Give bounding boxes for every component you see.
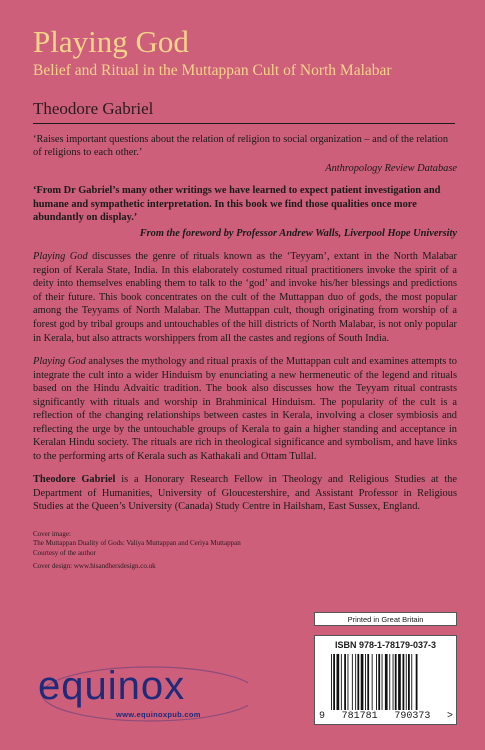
paragraph-lead: Playing God [33, 356, 86, 368]
cover-image-label: Cover image: [33, 529, 71, 538]
bio-text: is a Honorary Research Fellow in Theology and Religious Studies at the Department of Humanities, University of Gloucestershire, and Assistant Professor in Religious Studies at the Queen’s University (Canada) Study Centre in Hailsham, East Sussex, England. [33, 474, 457, 513]
paragraph-lead: Playing God [33, 251, 88, 263]
book-subtitle: Belief and Ritual in the Muttappan Cult of North Malabar [33, 62, 392, 79]
author-bio [33, 473, 457, 514]
cover-image-caption: The Muttappan Duality of Gods: Valiya Muttappan and Ceriya Muttappan [33, 539, 241, 548]
foreword-quote [33, 184, 457, 240]
description-paragraph [33, 355, 457, 463]
publisher-logo [38, 666, 248, 726]
quote-text: ‘From Dr Gabriel’s many other writings we have learned to expect patient investigation and humane and sympathetic interpretation. In this book we find those qualities once more abundantly on display.’ [33, 185, 441, 224]
courtesy-line: Courtesy of the author [33, 548, 96, 557]
author-name: Theodore Gabriel [33, 98, 154, 118]
review-quote [33, 133, 457, 176]
isbn-barcode [314, 635, 457, 725]
paragraph-text: analyses the mythology and ritual praxis of the Muttappan cult and examines attempts to integrate the cult into a wider Hinduism by enunciating a new hermeneutic of the legend and rituals based on the Hindu Advaitic tradition. The book also discusses how the Teyyam ritual contrasts significantly with rituals and worship in Brahminical Hinduism. The popularity of the cult is a reflection of the changing relationships between castes in Kerala, involving a closer symbiosis and reflecting the urge by the untouchable groups of Kerala to gain a higher standing and acceptance in Keralan Hindu society. The rituals are rich in theological significance and symbolism, and have links to the performing arts of Kerala such as Kathakali and Ottam Tullal. [33, 356, 458, 462]
publisher-url: www.equinoxpub.com [116, 710, 201, 719]
cover-design-credit: Cover design: www.hisandhersdesign.co.uk [33, 562, 156, 571]
book-title: Playing God [33, 24, 189, 59]
isbn-number: ISBN 978-1-78179-037-3 [334, 640, 437, 650]
quote-text: ‘Raises important questions about the relation of religion to social organization – and of the relation of religions to each other.’ [33, 133, 449, 159]
back-cover-text [33, 26, 457, 571]
barcode-digit-group: > [446, 711, 453, 722]
barcode-digit-group: 781781 [341, 711, 378, 722]
printed-label: Printed in Great Britain [314, 612, 457, 626]
barcode-digits [319, 711, 453, 722]
barcode-digit-group: 790373 [394, 711, 431, 722]
divider [33, 123, 455, 124]
cover-credits [33, 530, 457, 572]
description-paragraph [33, 250, 457, 345]
publisher-name: equinox [38, 664, 186, 708]
barcode-digit-group: 9 [319, 711, 326, 722]
bio-name: Theodore Gabriel [33, 474, 116, 486]
paragraph-text: discusses the genre of rituals known as the ‘Teyyam’, extant in the North Malabar region of Kerala State, India. In this elaborately costumed ritual practitioners invoke the spirit of a deity into themselves enabling them to talk to the ‘god’ and invoke his/her blessings and predictions of their future. This book concentrates on the cult of the Muttappan duo of gods, the most popular among the Teyyams of North Malabar. The Muttappan cult, though originating from worship of a forest god by tribal groups and untouchables of the hill districts of North Malabar, is not only popular in Kerala, but also attracts worshippers from all the castes and regions of South India. [33, 251, 458, 344]
quote-attribution: Anthropology Review Database [325, 162, 457, 174]
quote-attribution: From the foreword by Professor Andrew Walls, Liverpool Hope University [139, 227, 457, 239]
barcode-icon [329, 654, 447, 710]
